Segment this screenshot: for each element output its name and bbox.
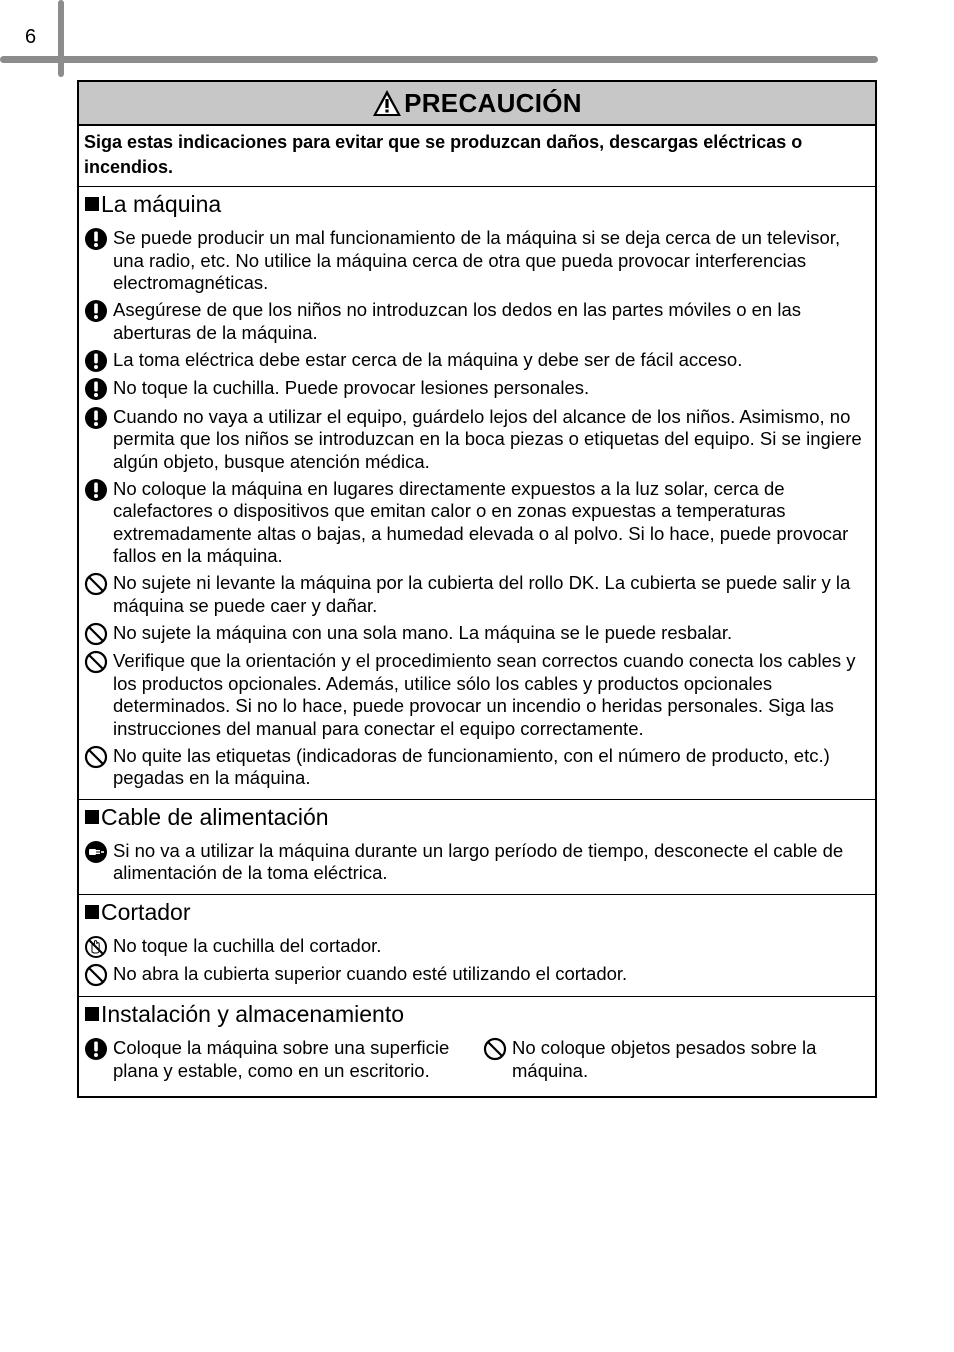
caution-box <box>77 80 877 1098</box>
caution-item-text: Cuando no vaya a utilizar el equipo, guárdelo lejos del alcance de los niños. Asimismo, no permita que los niños se introduzcan en la boca piezas o etiquetas del equipo. Si se ingiere algún objeto, busque atención médica. <box>113 405 862 472</box>
item-list <box>84 935 869 988</box>
prohibited-icon <box>84 963 108 987</box>
section-title-text: Instalación y almacenamiento <box>101 1001 404 1027</box>
section-title <box>84 897 869 927</box>
caution-item <box>84 299 869 344</box>
caution-item <box>84 622 869 646</box>
section-title <box>84 802 869 832</box>
section-title <box>84 999 869 1029</box>
prohibited-icon <box>84 622 108 646</box>
prohibited-icon <box>483 1037 507 1061</box>
header-horizontal-rule <box>0 56 878 63</box>
caution-item <box>84 377 869 401</box>
two-column-items <box>84 1037 869 1087</box>
caution-item <box>84 963 869 987</box>
caution-item-text: Asegúrese de que los niños no introduzcan los dedos en las partes móviles o en las aberturas de la máquina. <box>113 299 802 343</box>
prohibited-icon <box>84 745 108 769</box>
section-installation-storage <box>79 997 875 1096</box>
square-bullet-icon <box>85 1007 99 1021</box>
caution-header <box>79 82 875 126</box>
caution-item-text: No abra la cubierta superior cuando esté utilizando el cortador. <box>113 963 628 984</box>
mandatory-icon <box>84 478 108 502</box>
caution-item-text: No coloque objetos pesados sobre la máquina. <box>512 1037 817 1081</box>
caution-item-text: No toque la cuchilla. Puede provocar lesiones personales. <box>113 377 590 398</box>
caution-item <box>84 935 869 959</box>
section-title <box>84 189 869 219</box>
square-bullet-icon <box>85 905 99 919</box>
caution-item <box>84 227 869 295</box>
caution-item <box>84 406 869 474</box>
caution-item-text: Si no va a utilizar la máquina durante un largo período de tiempo, desconecte el cable de alimentación de la toma eléctrica. <box>113 839 844 883</box>
section-title-text: La máquina <box>101 191 222 217</box>
caution-item-text: No quite las etiquetas (indicadoras de funcionamiento, con el número de producto, etc.) pegadas en la máquina. <box>113 744 830 788</box>
mandatory-icon <box>84 1037 108 1061</box>
caution-item <box>84 650 869 740</box>
caution-item-text: No sujete la máquina con una sola mano. La máquina se le puede resbalar. <box>113 621 733 643</box>
page-number: 6 <box>25 26 37 48</box>
caution-item-text: Se puede producir un mal funcionamiento de la máquina si se deja cerca de un televisor, una radio, etc. No utilice la máquina cerca de otra que pueda provocar interferencias electromagnéticas. <box>113 227 841 293</box>
mandatory-icon <box>84 406 108 430</box>
item-list <box>84 227 869 790</box>
square-bullet-icon <box>85 197 99 211</box>
section-title-text: Cortador <box>101 898 191 925</box>
caution-item-text: Coloque la máquina sobre una superficie plana y estable, como en un escritorio. <box>113 1037 450 1081</box>
section-machine <box>79 187 875 800</box>
mandatory-icon <box>84 299 108 323</box>
caution-item <box>84 840 869 885</box>
no-touch-icon <box>84 935 108 959</box>
caution-item-text: No toque la cuchilla del cortador. <box>113 934 382 956</box>
caution-item-text: No sujete ni levante la máquina por la cubierta del rollo DK. La cubierta se puede salir y la máquina se puede caer y dañar. <box>113 572 851 616</box>
caution-item-text: La toma eléctrica debe estar cerca de la máquina y debe ser de fácil acceso. <box>113 348 743 370</box>
section-title-text: Cable de alimentación <box>101 803 329 830</box>
caution-item <box>84 572 869 617</box>
section-cutter <box>79 895 875 998</box>
section-power-cable <box>79 800 875 895</box>
caution-intro: Siga estas indicaciones para evitar que se produzcan daños, descargas eléctricas o incendios. <box>79 126 875 187</box>
square-bullet-icon <box>85 810 99 824</box>
unplug-icon <box>84 840 108 864</box>
caution-item <box>84 478 869 568</box>
prohibited-icon <box>84 650 108 674</box>
caution-title: PRECAUCIÓN <box>404 87 582 118</box>
caution-item-text: No coloque la máquina en lugares directamente expuestos a la luz solar, cerca de calefactores o dispositivos que emitan calor o en zonas expuestas a temperaturas extremadamente altas o bajas, a humedad elevada o al polvo. Si lo hace, puede provocar fallos en la máquina. <box>113 477 849 566</box>
prohibited-icon <box>84 572 108 596</box>
caution-item-text: Verifique que la orientación y el procedimiento sean correctos cuando conecta los cables y los productos opcionales. Además, utilice sólo los cables y productos opcionales determinados. Si no lo hace, puede provocar un incendio o heridas personales. Siga las instrucciones del manual para conectar el equipo correctamente. <box>113 650 856 739</box>
mandatory-icon <box>84 349 108 373</box>
item-list <box>84 840 869 885</box>
warning-triangle-icon <box>372 89 402 117</box>
mandatory-icon <box>84 227 108 251</box>
mandatory-icon <box>84 377 108 401</box>
caution-item <box>483 1037 869 1087</box>
caution-item <box>84 1037 483 1082</box>
caution-item <box>84 349 869 373</box>
margin-vertical-rule <box>58 0 64 77</box>
caution-item <box>84 745 869 790</box>
